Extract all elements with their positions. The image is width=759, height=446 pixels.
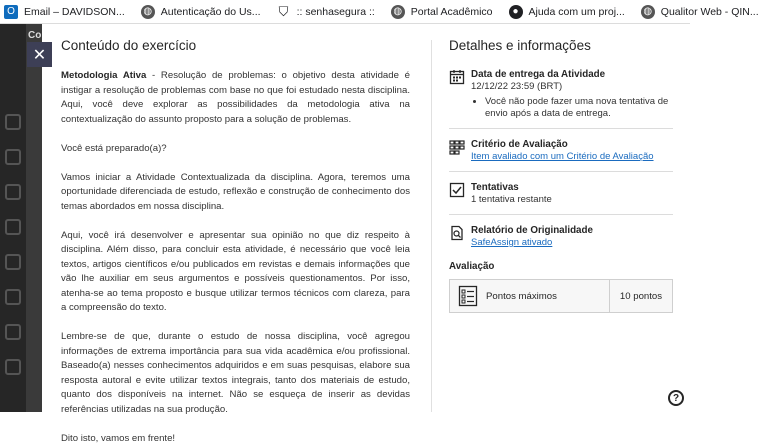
attempts-value: 1 tentativa restante: [471, 194, 552, 206]
originality-title: Relatório de Originalidade: [471, 225, 593, 237]
evaluation-title: Avaliação: [449, 261, 690, 272]
bookmark-email[interactable]: [4, 5, 125, 19]
evaluation-box: [449, 279, 673, 313]
nav-icon[interactable]: [5, 289, 21, 305]
help-button[interactable]: [668, 390, 684, 406]
exercise-content: [42, 24, 431, 412]
separator: [449, 171, 673, 172]
help-icon: ?: [673, 393, 679, 404]
bookmark-portal-academico[interactable]: [391, 5, 493, 19]
content-paragraph: Aqui, você irá desenvolver e apresentar sua opinião no que diz respeito à disciplina. Além disso, para concluir esta atividade, é necessário que você leia textos, artigos científicos e/ou publicados em revistas e demais informações que vão lhe auxiliar em seus argumentos e possíveis questionamentos. Por isso, atenha-se ao tema proposto e busque utilizar termos técnicos com clareza, para a compreensão do texto.: [61, 229, 410, 316]
safeassign-link[interactable]: SafeAssign ativado: [471, 237, 552, 248]
content-paragraph: Vamos iniciar a Atividade Contextualizada da disciplina. Agora, teremos uma oportunidade diferenciada de estudo, reflexão e construção de conhecimento dos temas abordados em nossa disciplina.: [61, 171, 410, 215]
calendar-icon: [449, 69, 465, 85]
originality-section: [449, 225, 690, 249]
bookmark-label: Autenticação do Us...: [161, 6, 261, 18]
evaluation-label: Pontos máximos: [482, 291, 609, 302]
bookmark-label: Portal Acadêmico: [411, 6, 493, 18]
nav-icon[interactable]: [5, 219, 21, 235]
nav-icon[interactable]: [5, 359, 21, 375]
intro-paragraph: [61, 69, 410, 127]
shield-icon: ⛉: [277, 5, 291, 19]
due-title: Data de entrega da Atividade: [471, 69, 690, 81]
content-paragraph: Você está preparado(a)?: [61, 142, 410, 157]
course-strip: [26, 24, 42, 412]
content-paragraph: Lembre-se de que, durante o estudo de nossa disciplina, você agregou informações de extrema importância para sua vida acadêmica e/ou profissional. Baseado(a) nesses conhecimentos adquiridos e em suas pesquisas, elabore sua resposta autoral e evite utilizar textos integrais, tanto dos materiais de estudo, quanto dos disponíveis na internet. Não se esqueça de inserir as devidas referências utilizadas na sua produção.: [61, 330, 410, 417]
bookmark-senhasegura[interactable]: [277, 5, 375, 19]
bookmark-label: Email – DAVIDSON...: [24, 6, 125, 18]
globe-icon: ◍: [141, 5, 155, 19]
bookmark-label: Qualitor Web - QIN...: [661, 6, 759, 18]
due-date: 12/12/22 23:59 (BRT): [471, 81, 690, 93]
close-button[interactable]: [27, 42, 52, 67]
bookmark-label: :: senhasegura ::: [297, 6, 375, 18]
criteria-link[interactable]: Item avaliado com um Critério de Avaliação: [471, 151, 654, 162]
content-title: Conteúdo do exercício: [61, 38, 431, 53]
nav-icon[interactable]: [5, 254, 21, 270]
nav-icon[interactable]: [5, 184, 21, 200]
bookmark-label: Ajuda com um proj...: [529, 6, 625, 18]
details-panel: [449, 24, 690, 412]
checkbox-icon: [449, 182, 465, 198]
criteria-section: [449, 139, 690, 163]
globe-icon: ◍: [391, 5, 405, 19]
bookmark-autenticacao[interactable]: [141, 5, 261, 19]
evaluation-value: 10 pontos: [609, 280, 672, 312]
due-note: • Você não pode fazer uma nova tentativa de envio após a data de entrega.: [485, 96, 690, 120]
bookmark-qualitor[interactable]: [641, 5, 759, 19]
bookmarks-bar: [0, 0, 690, 24]
checklist-icon: [458, 285, 478, 307]
nav-icon[interactable]: [5, 114, 21, 130]
panel-divider: [431, 40, 432, 412]
details-title: Detalhes e informações: [449, 38, 690, 53]
separator: [449, 214, 673, 215]
course-label: Co: [28, 30, 41, 41]
attempts-section: [449, 182, 690, 206]
content-paragraph: Dito isto, vamos em frente!: [61, 432, 410, 446]
close-icon: ✕: [33, 45, 46, 65]
criteria-title: Critério de Avaliação: [471, 139, 654, 151]
globe-icon: ◍: [641, 5, 655, 19]
intro-text: - Resolução de problemas: o objetivo desta atividade é instigar a resolução de problemas com base no que foi estudado nesta disciplina. Aqui, você deve explorar as possibilidades da metodologia ativa na contextualização do assunto proposto para a solução de problemas.: [61, 70, 410, 125]
bookmark-ajuda[interactable]: [509, 5, 625, 19]
attempts-title: Tentativas: [471, 182, 552, 194]
report-icon: [449, 225, 465, 241]
due-date-section: [449, 69, 690, 120]
exercise-panel: [42, 24, 690, 412]
chat-icon: ●: [509, 5, 523, 19]
nav-icon[interactable]: [5, 324, 21, 340]
left-navigation: [0, 24, 26, 412]
separator: [449, 128, 673, 129]
outlook-icon: O: [4, 5, 18, 19]
rubric-icon: [449, 139, 465, 155]
intro-bold: Metodologia Ativa: [61, 70, 146, 81]
nav-icon[interactable]: [5, 149, 21, 165]
